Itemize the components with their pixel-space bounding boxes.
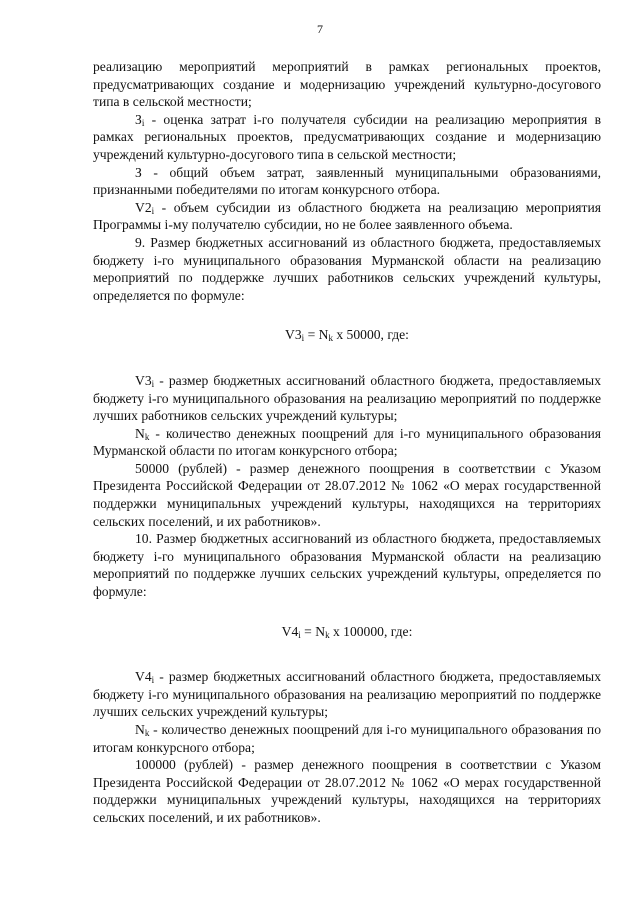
definition-nk-1 bbox=[93, 425, 601, 460]
formula-v4: $V4_i = N_k$ х 100000, где: bbox=[281, 623, 413, 640]
definition-v4 bbox=[93, 668, 601, 721]
symbol: V2 bbox=[135, 199, 152, 215]
page-number: 7 bbox=[317, 22, 323, 36]
clause-10: 10. Размер бюджетных ассигнований из областного бюджета, предоставляемых бюджету i-го муниципального образования Мурманской области на реализацию мероприятий по поддержке лучших сельских учреждений культуры, определяется по формуле: bbox=[93, 531, 601, 600]
definition-text: - размер бюджетных ассигнований областного бюджета, предоставляемых бюджету i-го муниципального образования на реализацию мероприятий по поддержке лучших работников сельских учреждений культуры; bbox=[93, 372, 601, 424]
paragraph-continuation: реализацию мероприятий мероприятий в рамках региональных проектов, предусматривающих создание и модернизацию учреждений культурно-досугового типа в сельской местности; bbox=[93, 59, 601, 110]
definition-text: - количество денежных поощрений для i-го муниципального образования Мурманской области по итогам конкурсного отбора; bbox=[93, 425, 601, 459]
subscript: i bbox=[151, 205, 155, 216]
formula-v3: $V3_i = N_k$ х 50000, где: bbox=[285, 327, 409, 344]
symbol: V4 bbox=[135, 669, 152, 685]
subscript: i bbox=[151, 675, 155, 686]
definition-text: - объем субсидии из областного бюджета на реализацию мероприятия Программы i-му получателю субсидии, но не более заявленного объема. bbox=[93, 199, 601, 233]
definition-text: - количество денежных поощрений для i-го муниципального образования по итогам конкурсного отбора; bbox=[93, 722, 601, 755]
definition-cost-estimate bbox=[93, 111, 601, 164]
symbol: З bbox=[135, 111, 142, 127]
subscript: k bbox=[144, 728, 150, 738]
subscript: k bbox=[144, 431, 150, 442]
symbol: N bbox=[135, 722, 145, 737]
subscript: i bbox=[151, 378, 155, 389]
clause-9: 9. Размер бюджетных ассигнований из областного бюджета, предоставляемых бюджету i-го муниципального образования Мурманской области на реализацию мероприятий по поддержке лучших работников сельских учреждений культуры, определяется по формуле: bbox=[93, 234, 601, 303]
definition-50000: 50000 (рублей) - размер денежного поощрения в соответствии с Указом Президента Российской Федерации от 28.07.2012 № 1062 «О мерах государственной поддержки муниципальных учреждений культуры, находящихся на территориях сельских поселений, и их работников». bbox=[93, 460, 601, 529]
document-body bbox=[93, 58, 601, 827]
subscript: i bbox=[141, 117, 145, 128]
definition-v3 bbox=[93, 372, 601, 425]
definition-text: - размер бюджетных ассигнований областного бюджета, предоставляемых бюджету i-го муниципального образования на реализацию мероприятий по поддержке лучших сельских учреждений культуры; bbox=[93, 669, 601, 720]
symbol: N bbox=[135, 425, 145, 441]
definition-text: - оценка затрат i-го получателя субсидии на реализацию мероприятия в рамках региональных проектов, предусматривающих создание и модернизацию учреждений культурно-досугового типа в сельской местности; bbox=[93, 111, 601, 162]
definition-subsidy-volume bbox=[93, 199, 601, 234]
definition-100000: 100000 (рублей) - размер денежного поощрения в соответствии с Указом Президента Российской Федерации от 28.07.2012 № 1062 «О мерах государственной поддержки муниципальных учреждений культуры, находящихся на территориях сельских поселений, и их работников». bbox=[93, 757, 601, 825]
definition-total-cost: З - общий объем затрат, заявленный муниципальными образованиями, признанными победителями по итогам конкурсного отбора. bbox=[93, 164, 601, 198]
symbol: V3 bbox=[135, 372, 152, 388]
definition-nk-2 bbox=[93, 721, 601, 756]
